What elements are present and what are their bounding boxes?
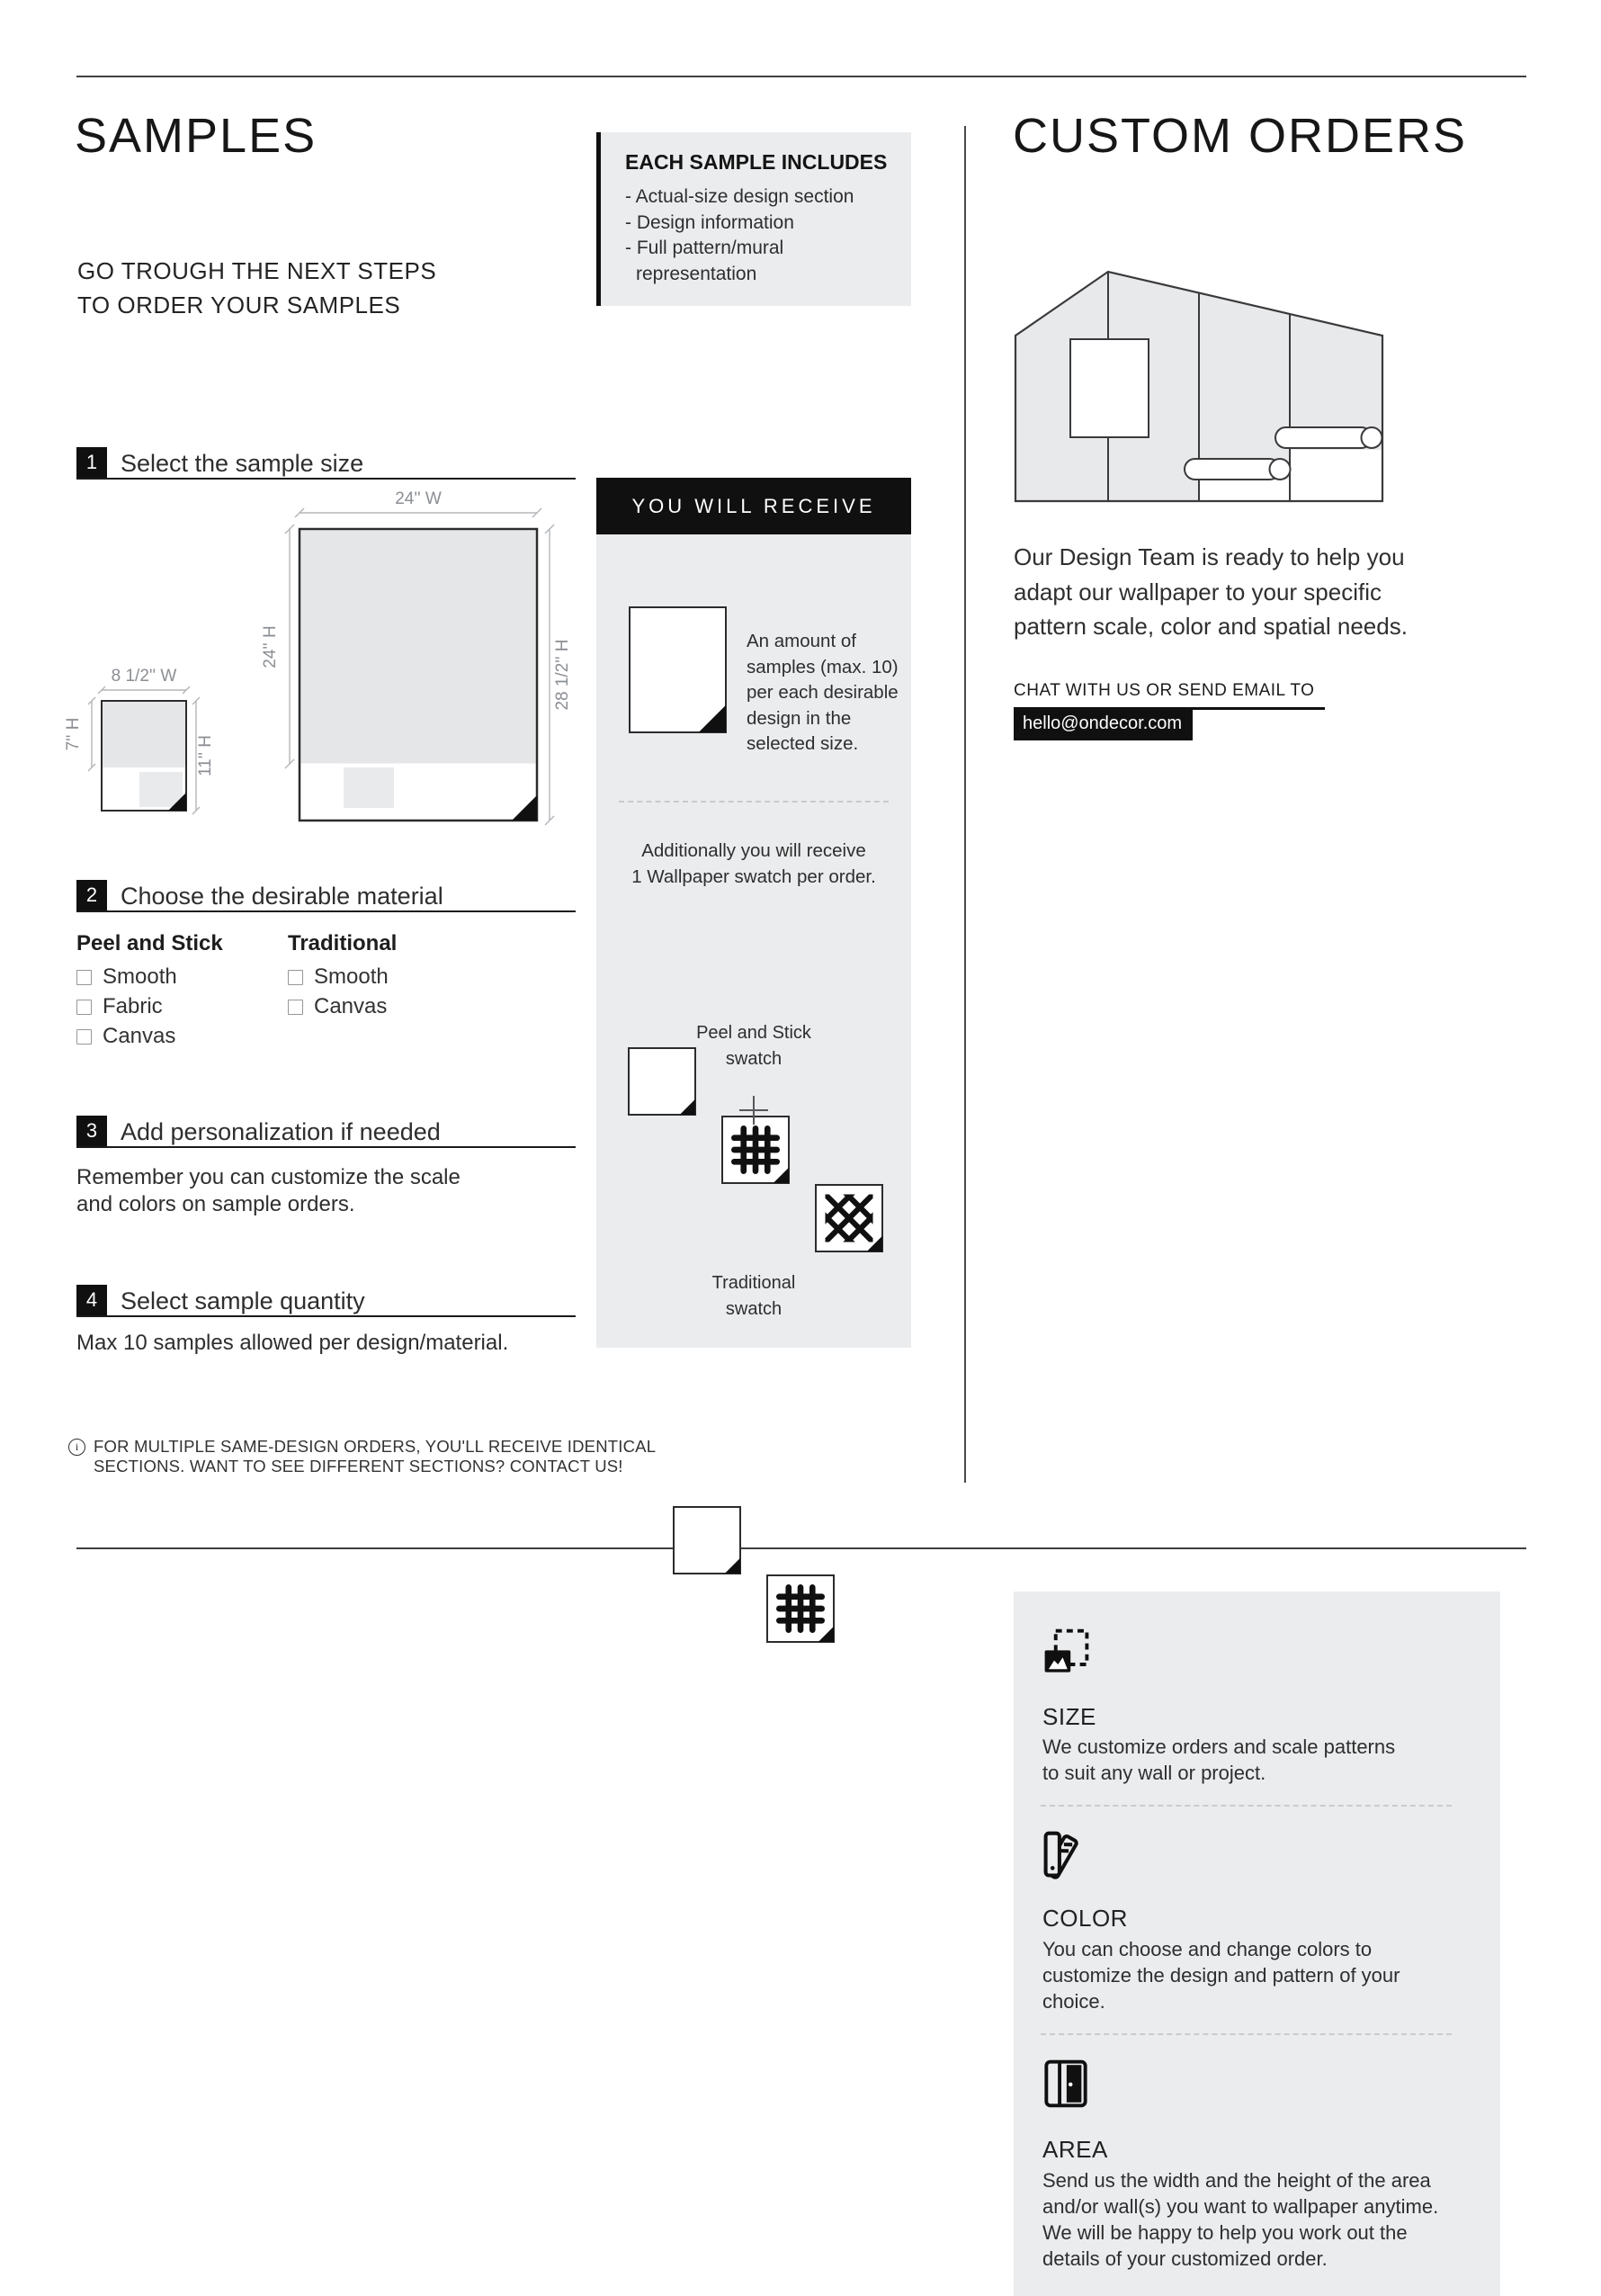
small-sample-design-area (103, 702, 185, 767)
small-width-label: 8 1/2'' W (111, 667, 177, 686)
checkbox-traditional-canvas[interactable] (288, 1000, 303, 1015)
checkbox-traditional-smooth[interactable] (288, 970, 303, 985)
step1-number-badge: 1 (76, 447, 107, 478)
custom-intro (1014, 540, 1408, 644)
footnote-line2: SECTIONS. WANT TO SEE DIFFERENT SECTIONS? CONTACT US! (94, 1457, 623, 1475)
color-desc-line3: choice. (1042, 1990, 1105, 2013)
additional-line1: Additionally you will receive (641, 840, 866, 861)
size-icon (1042, 1628, 1089, 1678)
feature-divider (1041, 1805, 1452, 1807)
amount-line: per each desirable (747, 682, 899, 703)
large-height-left-label: 24'' H (261, 625, 280, 668)
step4-number-badge: 4 (76, 1285, 107, 1315)
plus-icon (736, 1092, 772, 1128)
samples-subtitle-line2: TO ORDER YOUR SAMPLES (77, 291, 401, 318)
size-desc (1042, 1734, 1395, 1786)
step3-underline (76, 1146, 576, 1148)
amount-line: samples (max. 10) (747, 656, 899, 677)
samples-subtitle-line1: GO TROUGH THE NEXT STEPS (77, 257, 437, 284)
area-desc-line2: and/or wall(s) you want to wallpaper anytime. (1042, 2195, 1439, 2218)
you-will-receive-box (596, 534, 911, 1348)
custom-intro-line1: Our Design Team is ready to help you (1014, 543, 1405, 570)
option-peel-canvas (76, 1024, 175, 1049)
info-icon: i (68, 1439, 85, 1456)
size-desc-line2: to suit any wall or project. (1042, 1762, 1266, 1784)
plain-swatch-icon (673, 1506, 741, 1574)
feature-divider (1041, 2033, 1452, 2035)
step3-title: Add personalization if needed (121, 1118, 441, 1145)
step1-title: Select the sample size (121, 450, 364, 477)
option-label: Smooth (103, 964, 177, 989)
large-width-label: 24'' W (395, 489, 442, 508)
area-desc-line3: We will be happy to help you work out the (1042, 2221, 1408, 2244)
color-icon (1042, 1828, 1091, 1882)
includes-title: EACH SAMPLE INCLUDES (625, 150, 888, 174)
step3-note-line1: Remember you can customize the scale (76, 1165, 461, 1189)
custom-intro-line2: adapt our wallpaper to your specific (1014, 578, 1382, 605)
area-desc-line1: Send us the width and the height of the area (1042, 2169, 1431, 2192)
checkbox-peel-smooth[interactable] (76, 970, 92, 985)
area-icon (1042, 2058, 1089, 2109)
option-traditional-canvas (288, 994, 387, 1019)
large-sample-design-area (301, 531, 536, 764)
step3-note-line2: and colors on sample orders. (76, 1191, 355, 1216)
email-wrap (1014, 710, 1193, 740)
option-label: Canvas (103, 1024, 176, 1048)
receive-divider (619, 801, 889, 803)
amount-line: An amount of (747, 631, 856, 651)
option-peel-smooth (76, 964, 177, 990)
step3-number-badge: 3 (76, 1116, 107, 1146)
large-height-right-label: 28 1/2'' H (553, 639, 572, 711)
area-title: AREA (1042, 2136, 1108, 2163)
size-desc-line1: We customize orders and scale patterns (1042, 1735, 1396, 1758)
you-will-receive-header: YOU WILL RECEIVE (596, 478, 911, 534)
amount-line: selected size. (747, 733, 859, 754)
footnote-text (94, 1437, 656, 1476)
peel-swatch-label-line2: swatch (725, 1048, 783, 1069)
custom-orders-title: CUSTOM ORDERS (1013, 109, 1468, 163)
traditional-swatch-label-line1: Traditional (711, 1273, 796, 1293)
step2-title: Choose the desirable material (121, 883, 443, 910)
wallpaper-wall-illustration (979, 269, 1398, 505)
each-sample-includes-box (596, 132, 911, 306)
step4-underline (76, 1315, 576, 1317)
chat-label: CHAT WITH US OR SEND EMAIL TO (1014, 681, 1315, 700)
traditional-swatch-label (596, 1270, 911, 1322)
top-divider (76, 76, 1526, 77)
samples-subtitle (77, 254, 436, 322)
email-badge[interactable]: hello@ondecor.com (1014, 710, 1193, 740)
color-desc-line2: customize the design and pattern of your (1042, 1964, 1400, 1987)
custom-features-box (1014, 1592, 1500, 2296)
step2-number-badge: 2 (76, 880, 107, 910)
includes-item-3: - Full pattern/mural (625, 238, 784, 258)
step4-title: Select sample quantity (121, 1287, 365, 1314)
traditional-heading: Traditional (288, 931, 398, 955)
area-desc-line4: details of your customized order. (1042, 2247, 1328, 2270)
peel-swatch-label (596, 1020, 911, 1072)
peel-swatch-label-line1: Peel and Stick (696, 1023, 811, 1043)
additional-line2: 1 Wallpaper swatch per order. (631, 865, 876, 887)
step4-note: Max 10 samples allowed per design/material. (76, 1331, 509, 1355)
includes-item-1: - Actual-size design section (625, 186, 854, 207)
area-desc (1042, 2167, 1438, 2272)
sample-size-diagram (64, 489, 576, 846)
option-label: Smooth (314, 964, 389, 989)
amount-line: design in the (747, 707, 852, 729)
sample-sheet-icon (629, 606, 727, 733)
option-traditional-smooth (288, 964, 389, 990)
custom-intro-line3: pattern scale, color and spatial needs. (1014, 613, 1408, 640)
option-peel-fabric (76, 994, 163, 1019)
lattice-swatch-icon (815, 1184, 883, 1252)
includes-item-3-cont: representation (636, 263, 757, 284)
small-height-left-label: 7'' H (64, 717, 83, 751)
grid-swatch-icon (766, 1574, 835, 1643)
samples-title: SAMPLES (75, 109, 318, 163)
option-label: Fabric (103, 994, 163, 1018)
large-sample-inset (344, 767, 394, 808)
additional-text (596, 839, 911, 890)
color-desc-line1: You can choose and change colors to (1042, 1938, 1373, 1960)
size-title: SIZE (1042, 1703, 1096, 1730)
bottom-divider (76, 1547, 1526, 1549)
column-divider (964, 126, 966, 1483)
peel-and-stick-heading: Peel and Stick (76, 931, 223, 955)
checkbox-peel-fabric[interactable] (76, 1000, 92, 1015)
footnote-line1: FOR MULTIPLE SAME-DESIGN ORDERS, YOU'LL RECEIVE IDENTICAL (94, 1437, 657, 1456)
checkbox-peel-canvas[interactable] (76, 1029, 92, 1045)
window (1070, 339, 1149, 437)
amount-text (747, 629, 899, 758)
includes-item-2: - Design information (625, 211, 794, 233)
color-title: COLOR (1042, 1905, 1128, 1932)
small-height-right-label: 11'' H (196, 735, 215, 776)
color-desc (1042, 1936, 1400, 2014)
traditional-swatch-label-line2: swatch (725, 1298, 783, 1319)
option-label: Canvas (314, 994, 388, 1018)
small-sample-inset (139, 772, 183, 807)
step2-underline (76, 910, 576, 912)
step1-underline (76, 478, 576, 480)
footnote (68, 1437, 656, 1476)
step3-note (76, 1164, 461, 1217)
